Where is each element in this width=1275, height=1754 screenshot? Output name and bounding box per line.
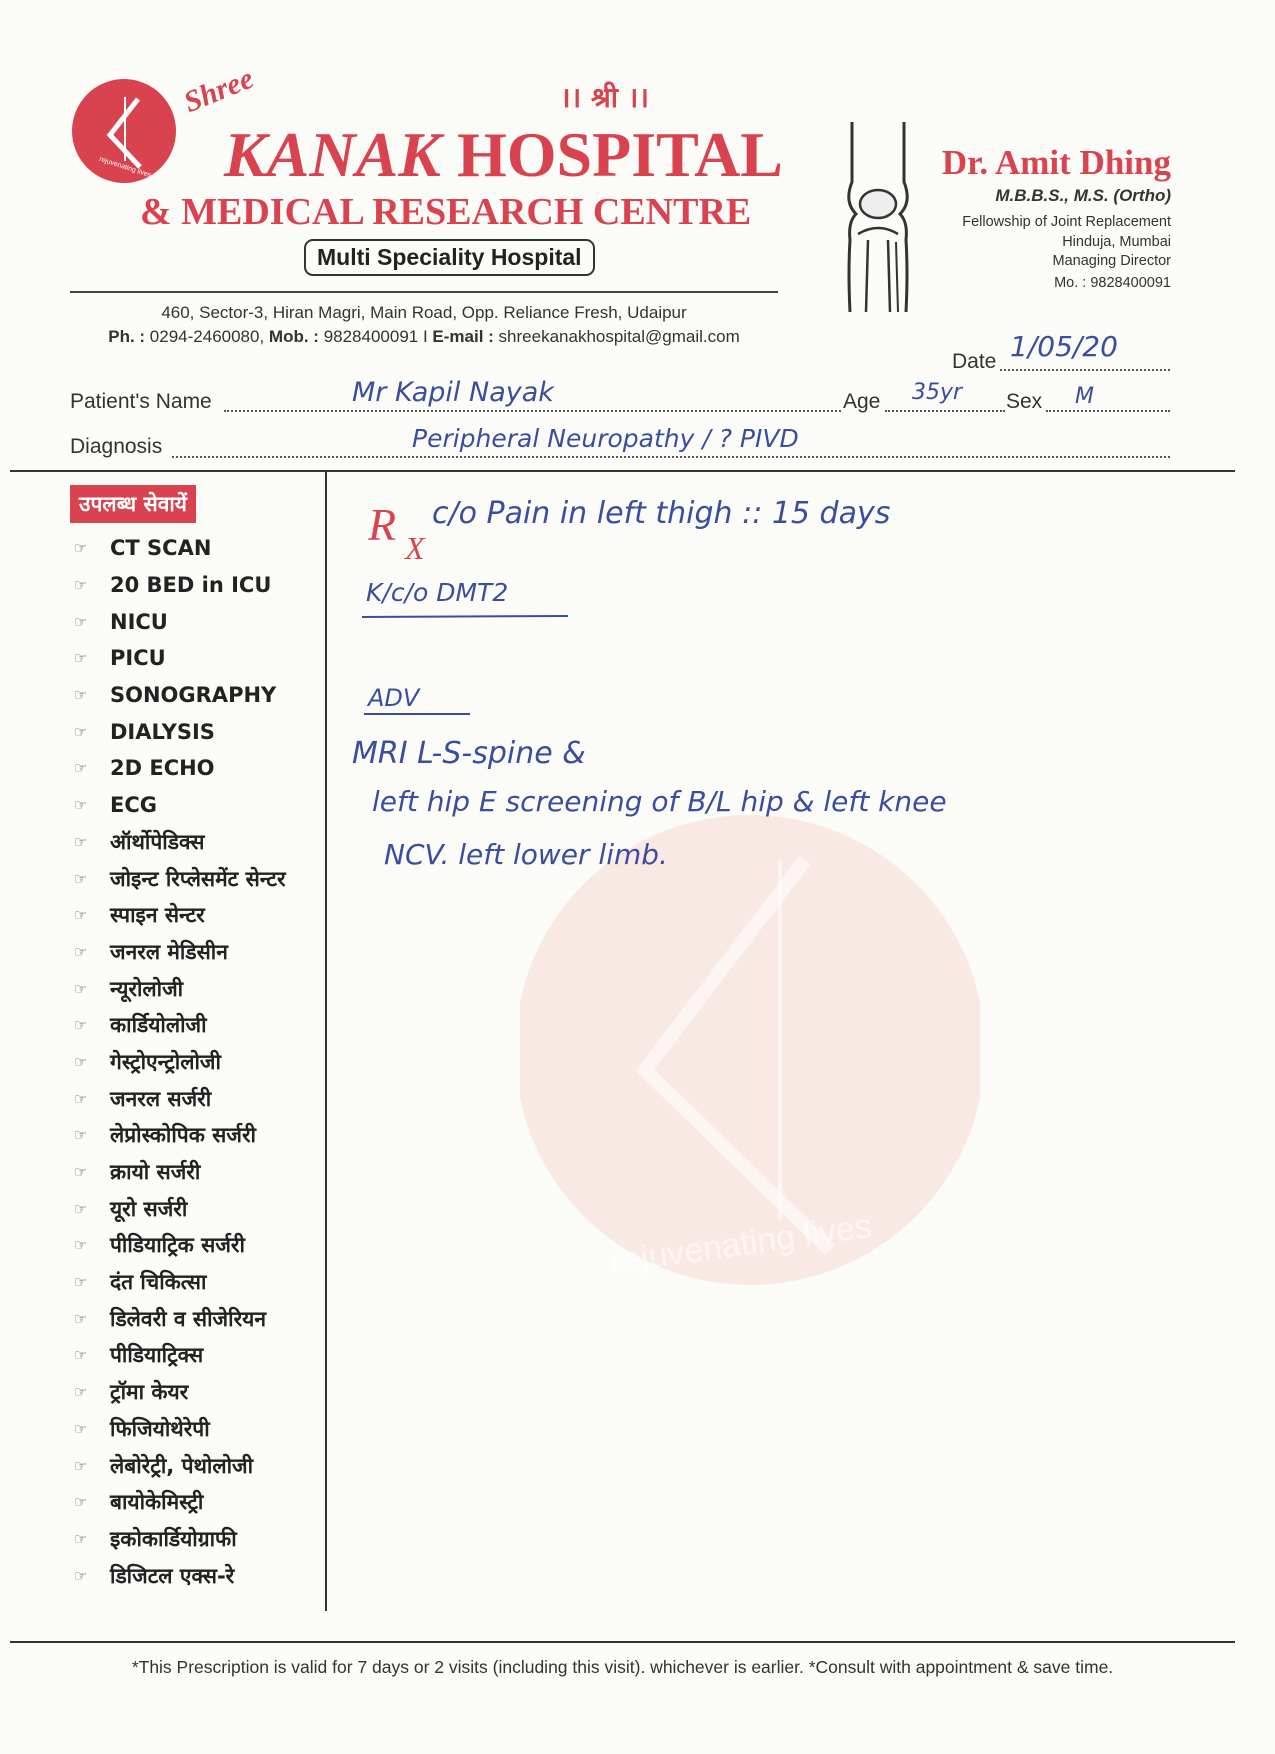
service-item — [74, 860, 324, 897]
service-label: ECG — [110, 793, 157, 818]
mobile-value: 9828400091 I — [318, 327, 433, 346]
pointing-hand-icon: ☞ — [74, 577, 88, 595]
doctor-mobile: Mo. : 9828400091 — [1054, 275, 1171, 291]
service-label: जोइन्ट रिप्लेसमेंट सेन्टर — [110, 866, 286, 891]
service-label: CT SCAN — [110, 536, 212, 561]
pointing-hand-icon: ☞ — [74, 1274, 88, 1292]
service-item — [74, 1374, 324, 1411]
service-item — [74, 1447, 324, 1484]
doctor-fellowship: Fellowship of Joint Replacement — [962, 214, 1171, 230]
service-item — [74, 1044, 324, 1081]
service-label: डिलेवरी व सीजेरियन — [110, 1306, 266, 1331]
service-item — [74, 1300, 324, 1337]
service-label: पीडियाट्रिक्स — [110, 1343, 204, 1368]
service-label: DIALYSIS — [110, 719, 215, 744]
rx-history: K/c/o DMT2 — [366, 578, 509, 607]
rx-x-mark: X — [405, 530, 425, 566]
service-label: NICU — [110, 609, 168, 634]
pointing-hand-icon: ☞ — [74, 797, 88, 815]
rx-adv-label: ADV — [368, 684, 420, 712]
pointing-hand-icon: ☞ — [74, 1164, 88, 1182]
service-item — [74, 1264, 324, 1301]
service-label: लेप्रोस्कोपिक सर्जरी — [110, 1123, 256, 1148]
pointing-hand-icon: ☞ — [74, 723, 88, 741]
diagnosis-value: Peripheral Neuropathy / ? PIVD — [412, 424, 799, 453]
doctor-qualification: M.B.B.S., M.S. (Ortho) — [995, 186, 1171, 205]
service-label: SONOGRAPHY — [110, 683, 277, 708]
patient-name-dotted-line — [224, 410, 841, 412]
doctor-name: Dr. Amit Dhing — [941, 143, 1171, 182]
pointing-hand-icon: ☞ — [74, 1090, 88, 1108]
sex-label: Sex — [1006, 390, 1043, 413]
watermark-text: rejuvenating lives — [608, 1206, 874, 1282]
service-label: PICU — [110, 646, 166, 671]
service-item — [74, 1484, 324, 1521]
hospital-address: 460, Sector-3, Hiran Magri, Main Road, Opp. Reliance Fresh, Udaipur — [161, 303, 687, 322]
sex-dotted-line — [1046, 410, 1170, 412]
date-value: 1/05/20 — [1010, 330, 1118, 363]
service-label: डिजिटल एक्स-रे — [110, 1563, 235, 1588]
hospital-contact — [70, 327, 778, 347]
pointing-hand-icon: ☞ — [74, 980, 88, 998]
service-label: पीडियाट्रिक सर्जरी — [110, 1233, 245, 1258]
pointing-hand-icon: ☞ — [74, 907, 88, 925]
service-item — [74, 750, 324, 787]
service-item — [74, 824, 324, 861]
diagnosis-dotted-line — [172, 456, 1170, 458]
rx-history-underline — [360, 612, 570, 622]
rx-symbol: R — [368, 499, 397, 550]
footer-note: *This Prescription is valid for 7 days or 2 visits (including this visit). whichever is earlier. *Consult with appointment & save time. — [131, 1657, 1114, 1677]
pointing-hand-icon: ☞ — [74, 833, 88, 851]
service-item — [74, 1521, 324, 1558]
hospital-name-kanak: KANAK — [224, 119, 441, 190]
service-label: स्पाइन सेन्टर — [110, 903, 205, 928]
service-label: जनरल मेडिसीन — [110, 939, 228, 964]
email-value: shreekanakhospital@gmail.com — [493, 327, 740, 346]
phone-label: Ph. : — [108, 327, 146, 346]
services-title: उपलब्ध सेवायें — [70, 485, 196, 523]
service-label: ट्रॉमा केयर — [110, 1380, 189, 1405]
service-item — [74, 1557, 324, 1594]
service-item — [74, 1411, 324, 1448]
pointing-hand-icon: ☞ — [74, 870, 88, 888]
pointing-hand-icon: ☞ — [74, 1347, 88, 1365]
phone-value: 0294-2460080, — [145, 327, 269, 346]
service-item — [74, 677, 324, 714]
age-value: 35yr — [912, 380, 963, 405]
service-label: जनरल सर्जरी — [110, 1086, 212, 1111]
sex-value: M — [1075, 384, 1094, 409]
rx-line-1: MRI L-S-spine & — [352, 736, 586, 771]
speciality-badge: Multi Speciality Hospital — [304, 239, 595, 276]
patient-name-label: Patient's Name — [70, 390, 212, 413]
service-label: दंत चिकित्सा — [110, 1270, 207, 1295]
service-item — [74, 897, 324, 934]
service-item — [74, 1227, 324, 1264]
service-item — [74, 1007, 324, 1044]
service-item — [74, 640, 324, 677]
pointing-hand-icon: ☞ — [74, 943, 88, 961]
pointing-hand-icon: ☞ — [74, 1420, 88, 1438]
date-label: Date — [952, 350, 997, 373]
shri-heading: ।। श्री ।। — [560, 81, 650, 114]
services-list — [74, 530, 324, 1594]
pointing-hand-icon: ☞ — [74, 1384, 88, 1402]
mobile-label: Mob. : — [268, 327, 319, 346]
pointing-hand-icon: ☞ — [74, 1494, 88, 1512]
service-item — [74, 1117, 324, 1154]
service-label: न्यूरोलोजी — [110, 976, 184, 1001]
service-label: इकोकार्डियोग्राफी — [110, 1526, 237, 1551]
pointing-hand-icon: ☞ — [74, 760, 88, 778]
pointing-hand-icon: ☞ — [74, 1200, 88, 1218]
service-label: गेस्ट्रोएन्ट्रोलोजी — [110, 1049, 221, 1074]
pointing-hand-icon: ☞ — [74, 1053, 88, 1071]
pointing-hand-icon: ☞ — [74, 613, 88, 631]
pointing-hand-icon: ☞ — [74, 687, 88, 705]
service-item — [74, 1154, 324, 1191]
rx-complaint: c/o Pain in left thigh :: 15 days — [432, 496, 891, 531]
rx-line-2: left hip E screening of B/L hip & left knee — [372, 785, 947, 818]
pointing-hand-icon: ☞ — [74, 1127, 88, 1145]
date-dotted-line — [1000, 369, 1170, 371]
service-label: लेबोरेट्री, पेथोलोजी — [110, 1453, 254, 1478]
service-item — [74, 934, 324, 971]
service-label: यूरो सर्जरी — [110, 1196, 188, 1221]
service-item — [74, 970, 324, 1007]
pointing-hand-icon: ☞ — [74, 650, 88, 668]
doctor-fellowship-place: Hinduja, Mumbai — [1062, 234, 1171, 250]
service-label: 20 BED in ICU — [110, 573, 272, 598]
service-label: क्रायो सर्जरी — [110, 1160, 201, 1185]
shree-label: Shree — [179, 61, 259, 120]
hospital-name-hospital: HOSPITAL — [440, 119, 783, 190]
service-item — [74, 1337, 324, 1374]
service-item — [74, 530, 324, 567]
pointing-hand-icon: ☞ — [74, 540, 88, 558]
header-divider — [70, 291, 778, 293]
service-item — [74, 567, 324, 604]
service-item — [74, 603, 324, 640]
service-item — [74, 1080, 324, 1117]
form-divider — [10, 470, 1235, 472]
service-label: 2D ECHO — [110, 756, 215, 781]
service-item — [74, 1190, 324, 1227]
patient-name-value: Mr Kapil Nayak — [352, 377, 554, 408]
pointing-hand-icon: ☞ — [74, 1457, 88, 1475]
pointing-hand-icon: ☞ — [74, 1017, 88, 1035]
footer-divider — [10, 1641, 1235, 1643]
service-label: बायोकेमिस्ट्री — [110, 1490, 204, 1515]
service-label: कार्डियोलोजी — [110, 1013, 207, 1038]
rx-line-3: NCV. left lower limb. — [384, 838, 668, 871]
hospital-subtitle: & MEDICAL RESEARCH CENTRE — [140, 191, 752, 233]
service-item — [74, 713, 324, 750]
pointing-hand-icon: ☞ — [74, 1310, 88, 1328]
pointing-hand-icon: ☞ — [74, 1530, 88, 1548]
pointing-hand-icon: ☞ — [74, 1567, 88, 1585]
age-label: Age — [843, 390, 881, 413]
service-label: ऑर्थोपेडिक्स — [110, 829, 205, 854]
service-item — [74, 787, 324, 824]
doctor-designation: Managing Director — [1052, 253, 1171, 269]
age-dotted-line — [885, 410, 1005, 412]
pointing-hand-icon: ☞ — [74, 1237, 88, 1255]
diagnosis-label: Diagnosis — [70, 435, 163, 458]
service-label: फिजियोथेरेपी — [110, 1416, 210, 1441]
logo-tagline: rejuvenating lives — [98, 155, 152, 180]
email-label: E-mail : — [432, 327, 494, 346]
hospital-name — [224, 118, 783, 192]
rx-adv-underline — [362, 710, 472, 718]
knee-joint-icon — [838, 122, 918, 312]
sidebar-divider — [325, 470, 327, 1611]
